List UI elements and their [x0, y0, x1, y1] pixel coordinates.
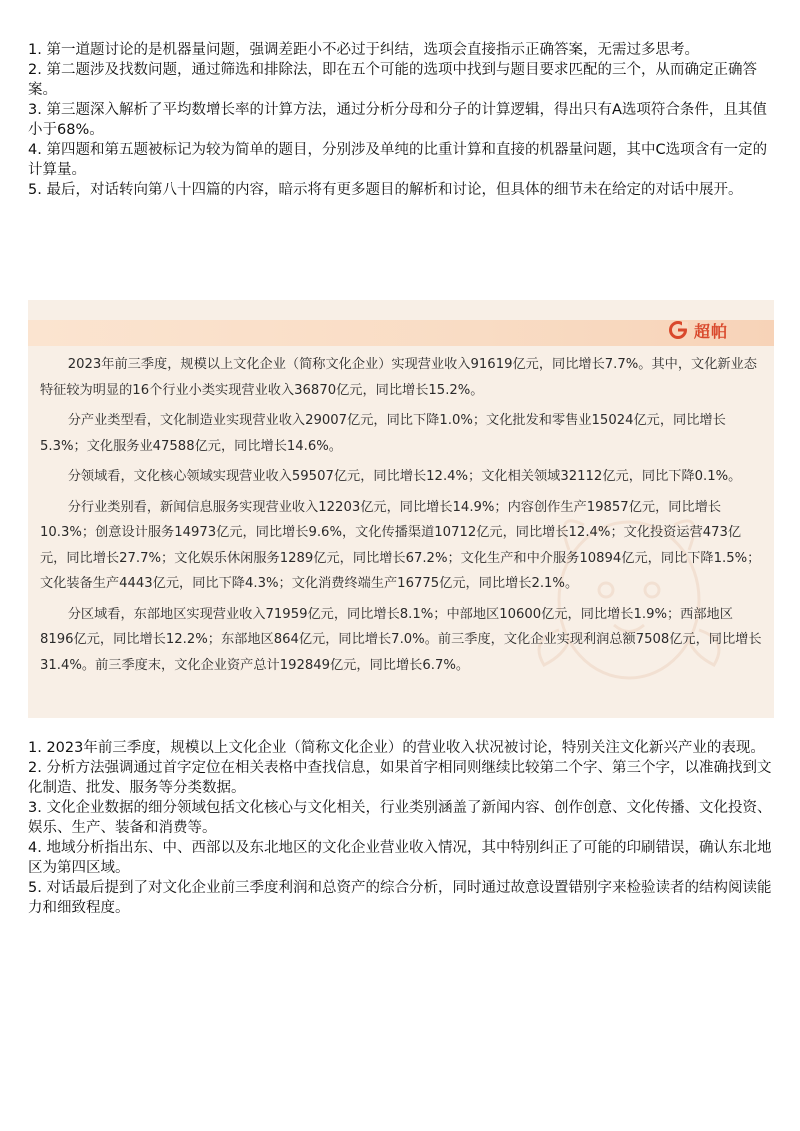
summary-list-top [28, 40, 776, 200]
summary-item: 5. 对话最后提到了对文化企业前三季度利润和总资产的综合分析，同时通过故意设置错别字来检验读者的结构阅读能力和细致程度。 [28, 880, 772, 916]
summary-item: 3. 第三题深入解析了平均数增长率的计算方法，通过分析分母和分子的计算逻辑，得出只有A选项符合条件，且其值小于68%。 [28, 102, 767, 138]
summary-item: 4. 地域分析指出东、中、西部以及东北地区的文化企业营业收入情况，其中特别纠正了可能的印刷错误，确认东北地区为第四区域。 [28, 840, 772, 876]
brand-name: 超帕 [693, 321, 728, 341]
article-paragraph: 分领域看，文化核心领域实现营业收入59507亿元，同比增长12.4%；文化相关领域32112亿元，同比下降0.1%。 [67, 469, 742, 484]
summary-list-bottom [28, 738, 776, 918]
article-paragraph: 分区域看，东部地区实现营业收入71959亿元，同比增长8.1%；中部地区10600亿元，同比增长1.9%；西部地区8196亿元，同比增长12.2%；东部地区864亿元，同比增长7.0%。前三季度，文化企业实现利润总额7508亿元，同比增长31.4%。前三季度末，文化企业资产总计192849亿元，同比增长6.7%。 [40, 606, 762, 673]
brand-g-icon [668, 320, 688, 340]
summary-item: 1. 2023年前三季度，规模以上文化企业（简称文化企业）的营业收入状况被讨论，特别关注文化新兴产业的表现。 [28, 740, 765, 756]
article-paragraph: 2023年前三季度，规模以上文化企业（简称文化企业）实现营业收入91619亿元，同比增长7.7%。其中，文化新业态特征较为明显的16个行业小类实现营业收入36870亿元，同比增长15.2%。 [40, 357, 757, 398]
summary-item: 2. 分析方法强调通过首字定位在相关表格中查找信息，如果首字相同则继续比较第二个字、第三个字，以准确找到文化制造、批发、服务等分类数据。 [28, 760, 772, 796]
summary-item: 4. 第四题和第五题被标记为较为简单的题目，分别涉及单纯的比重计算和直接的机器量问题，其中C选项含有一定的计算量。 [28, 142, 768, 178]
summary-item: 3. 文化企业数据的细分领域包括文化核心与文化相关，行业类别涵盖了新闻内容、创作创意、文化传播、文化投资、娱乐、生产、装备和消费等。 [28, 800, 772, 836]
article-paragraph: 分产业类型看，文化制造业实现营业收入29007亿元，同比下降1.0%；文化批发和零售业15024亿元，同比增长5.3%；文化服务业47588亿元，同比增长14.6%。 [40, 413, 726, 454]
card-header-band [28, 320, 774, 346]
summary-item: 1. 第一道题讨论的是机器量问题，强调差距小不必过于纠结，选项会直接指示正确答案，无需过多思考。 [28, 42, 699, 58]
brand-logo [668, 318, 728, 342]
article-paragraph: 分行业类别看，新闻信息服务实现营业收入12203亿元，同比增长14.9%；内容创作生产19857亿元，同比增长10.3%；创意设计服务14973亿元，同比增长9.6%，文化传播渠道10712亿元，同比增长12.4%；文化投资运营473亿元，同比增长27.7%；文化娱乐休闲服务1289亿元，同比增长67.2%；文化生产和中介服务10894亿元，同比下降1.5%；文化装备生产4443亿元，同比下降4.3%；文化消费终端生产16775亿元，同比增长2.1%。 [40, 499, 761, 591]
summary-item: 2. 第二题涉及找数问题，通过筛选和排除法，即在五个可能的选项中找到与题目要求匹配的三个，从而确定正确答案。 [28, 62, 757, 98]
summary-item: 5. 最后，对话转向第八十四篇的内容，暗示将有更多题目的解析和讨论，但具体的细节未在给定的对话中展开。 [28, 182, 743, 198]
article-text [40, 352, 762, 683]
article-image-card [28, 300, 774, 718]
